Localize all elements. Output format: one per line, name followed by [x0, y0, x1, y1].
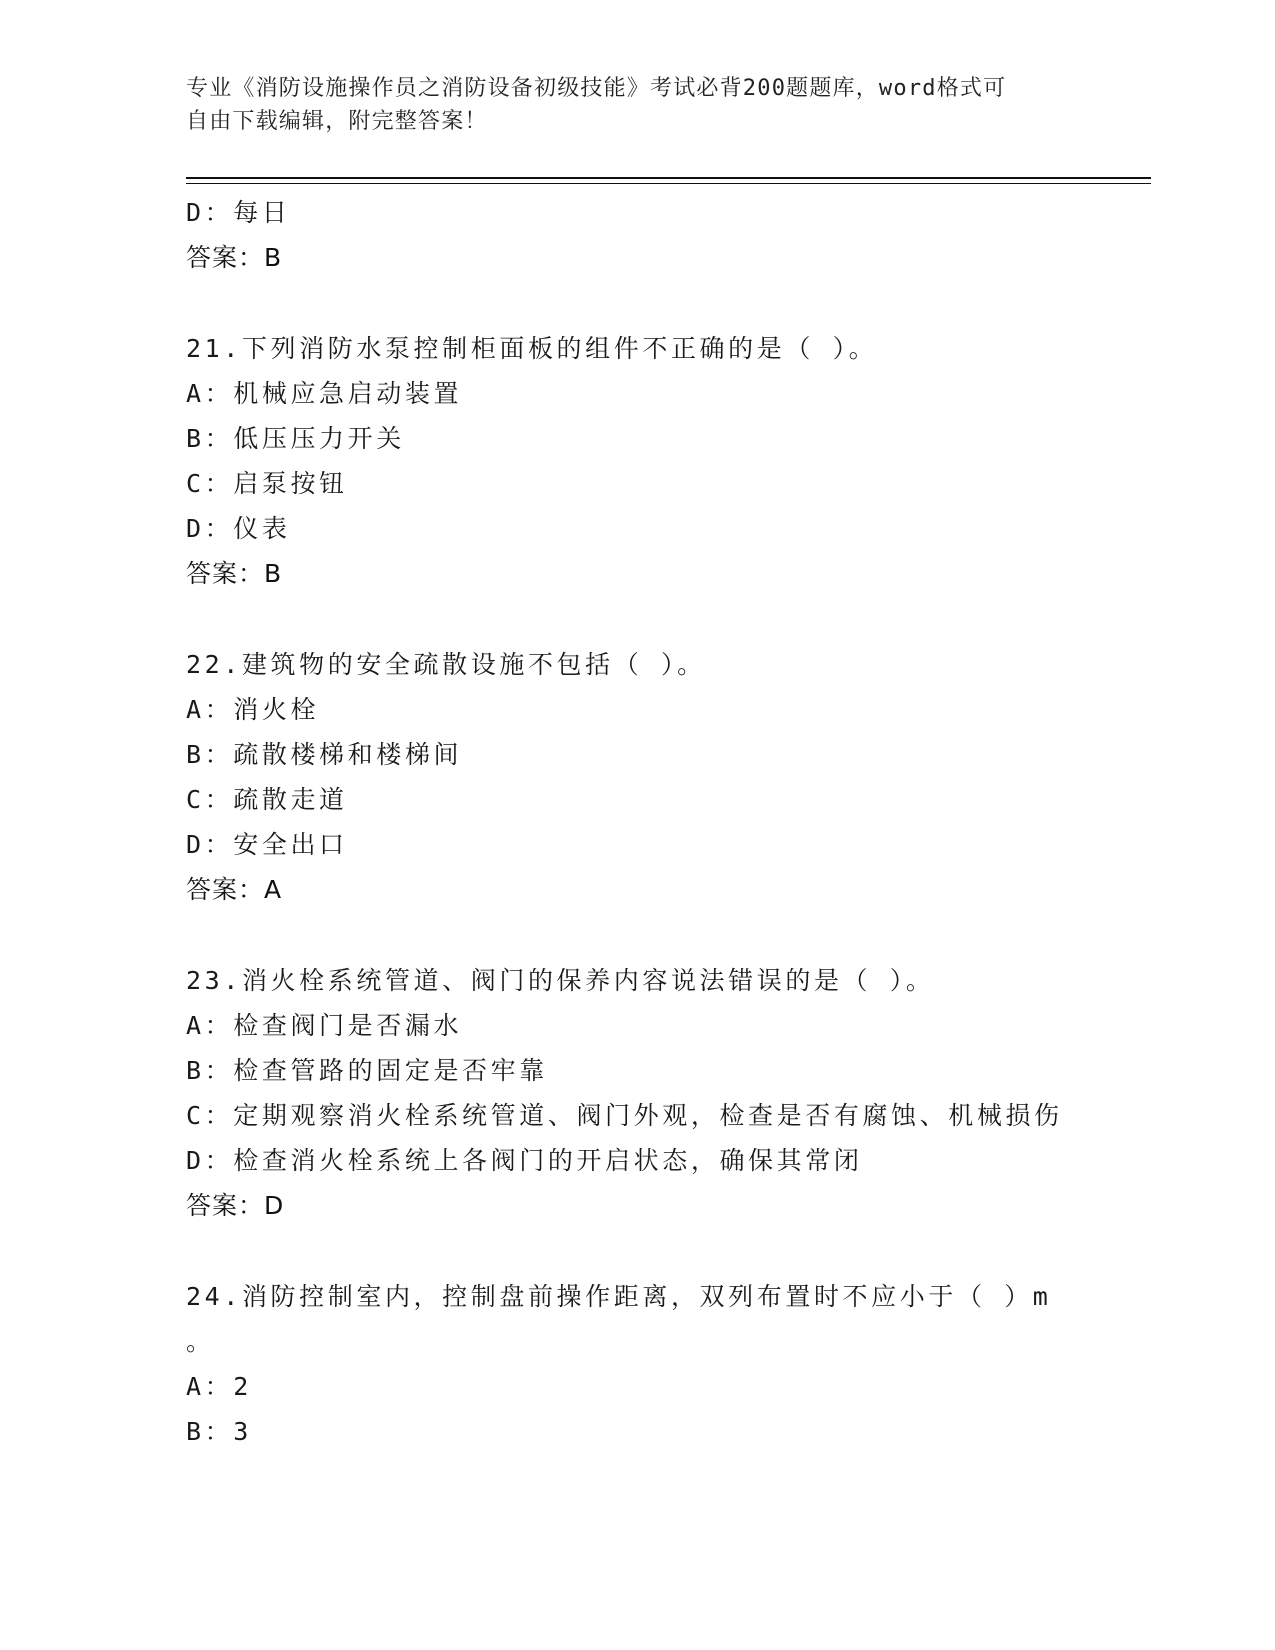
header-line-1: 专业《消防设施操作员之消防设备初级技能》考试必背200题题库，word格式可 [186, 76, 1007, 101]
answer-line: 答案：D [186, 1191, 285, 1220]
question-stem: 23.消火栓系统管道、阀门的保养内容说法错误的是（ ）。 [186, 966, 935, 995]
question-stem: 22.建筑物的安全疏散设施不包括（ ）。 [186, 650, 706, 679]
question-stem: 24.消防控制室内，控制盘前操作距离，双列布置时不应小于（ ）m [186, 1282, 1052, 1311]
option-a: A：检查阀门是否漏水 [186, 1011, 463, 1040]
answer-line: 答案：B [186, 559, 283, 588]
option-b: B：低压压力开关 [186, 424, 405, 453]
question-stem-continuation: 。 [186, 1327, 215, 1356]
header-divider-thin [186, 183, 1151, 184]
option-d: D：安全出口 [186, 830, 348, 859]
header-line-2: 自由下载编辑，附完整答案！ [186, 109, 488, 134]
question-stem: 21.下列消防水泵控制柜面板的组件不正确的是（ ）。 [186, 334, 878, 363]
document-header [186, 72, 1086, 138]
document-body [186, 190, 1146, 1454]
question-block-23 [186, 958, 1146, 1228]
question-block-22 [186, 642, 1146, 912]
option-b: B：疏散楼梯和楼梯间 [186, 740, 463, 769]
option-a: A：2 [186, 1372, 252, 1401]
answer-line: 答案：B [186, 243, 283, 272]
question-block-21 [186, 326, 1146, 596]
option-d: D：每日 [186, 198, 291, 227]
option-d: D：仪表 [186, 514, 291, 543]
option-d: D：检查消火栓系统上各阀门的开启状态，确保其常闭 [186, 1146, 863, 1175]
spacer [186, 280, 1146, 326]
spacer [186, 912, 1146, 958]
option-a: A：消火栓 [186, 695, 320, 724]
option-b: B：检查管路的固定是否牢靠 [186, 1056, 548, 1085]
question-block-24 [186, 1274, 1146, 1454]
header-divider-thick [186, 177, 1151, 179]
spacer [186, 596, 1146, 642]
option-a: A：机械应急启动装置 [186, 379, 463, 408]
option-c: C：疏散走道 [186, 785, 348, 814]
option-c: C：定期观察消火栓系统管道、阀门外观，检查是否有腐蚀、机械损伤 [186, 1101, 1063, 1130]
answer-line: 答案：A [186, 875, 283, 904]
option-b: B：3 [186, 1417, 252, 1446]
option-c: C：启泵按钮 [186, 469, 348, 498]
spacer [186, 1228, 1146, 1274]
